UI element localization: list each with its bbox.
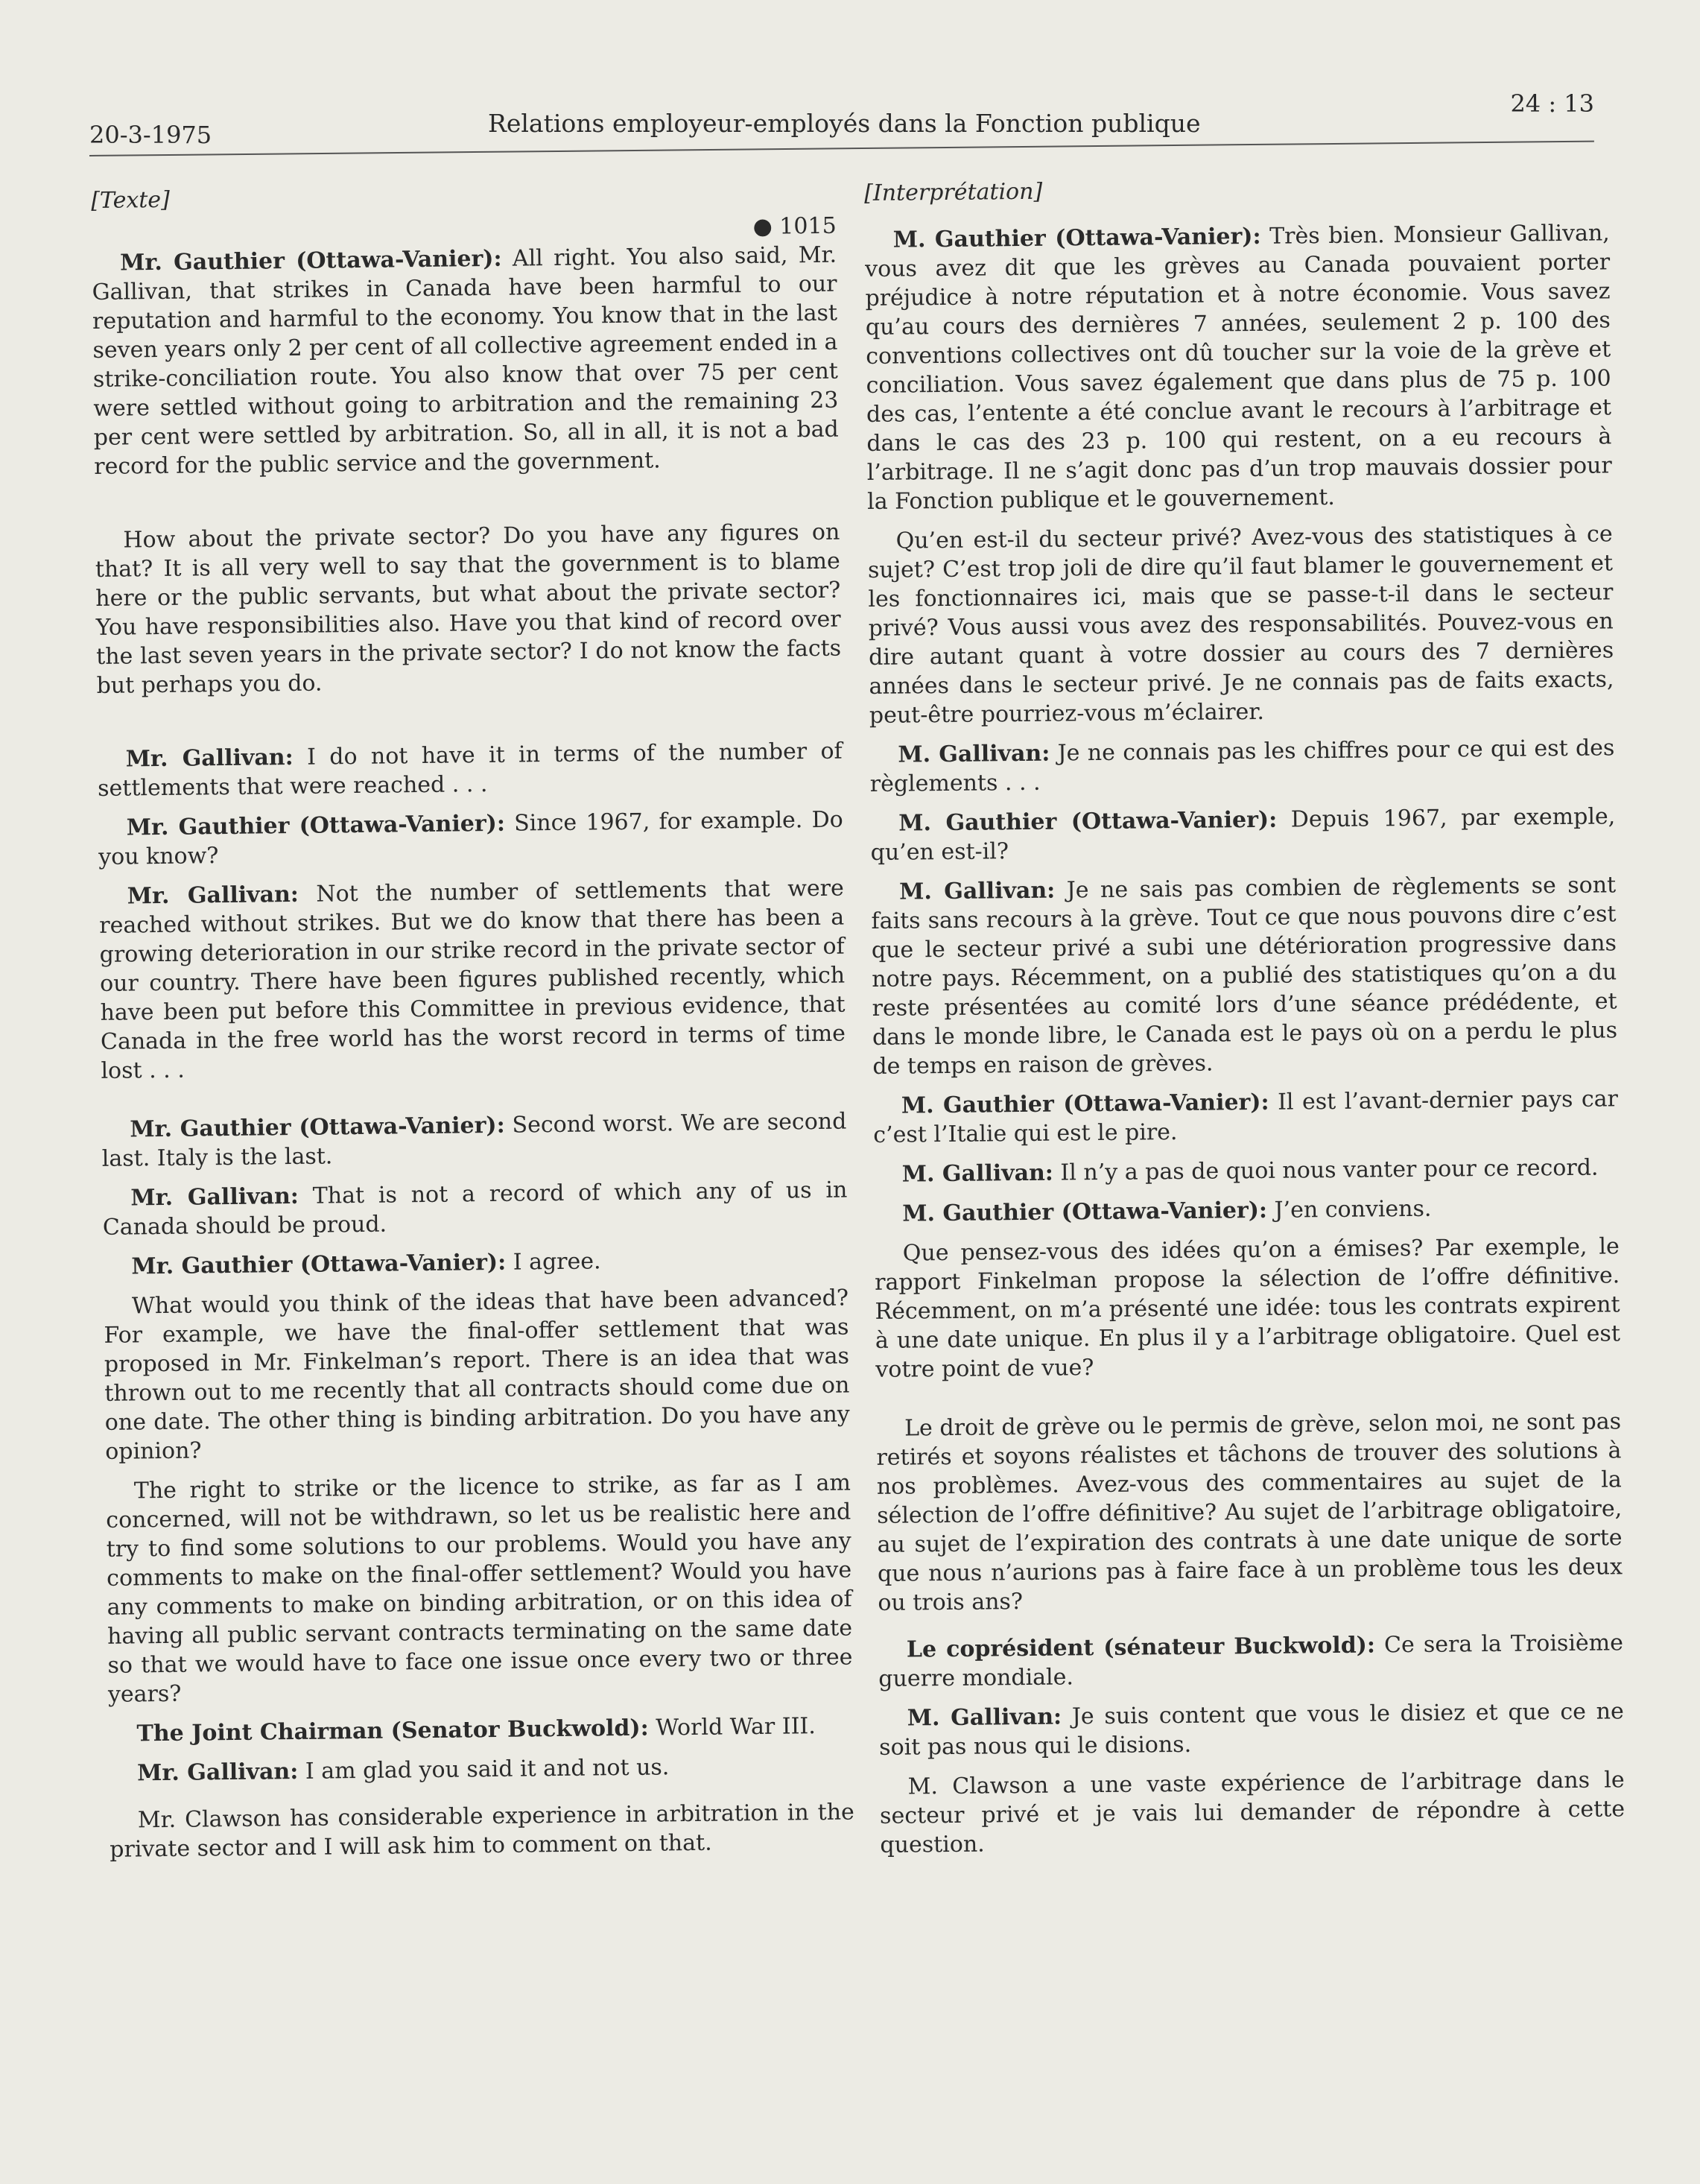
english-column <box>91 178 855 1875</box>
transcript-paragraph <box>103 1244 848 1282</box>
header-title: Relations employeur-employés dans la Fonction publique <box>488 109 1201 138</box>
speaker: M. Gauthier (Ottawa-Vanier): <box>892 223 1261 253</box>
speaker: Mr. Gauthier (Ottawa-Vanier): <box>119 245 502 276</box>
transcript-paragraph <box>874 1153 1619 1189</box>
speech: Since 1967, for example. Do you know? <box>98 806 843 870</box>
speech: Qu’en est-il du secteur privé? Avez-vous des statistiques à ce sujet? C’est trop joli de dire qu’il faut blamer le gouvernement et les fonctionnaires ici, mais que se passe-t-il dans le secteur privé? Vous aussi vous avez des responsabilités. Pouvez-vous en dire autant quant à votre dossier au cours des 7 dernières années dans le secteur privé. Je ne connais pas de faits exacts, peut-être pourriez-vous m’éclairer. <box>867 521 1614 729</box>
speaker: Mr. Gauthier (Ottawa-Vanier): <box>131 1249 507 1280</box>
speech: Très bien. Monsieur Gallivan, vous avez dit que les grèves au Canada pouvaient porter préjudice à notre réputation et à notre économie. Vous savez qu’au cours des dernières 7 années, seulement 2 p. 100 des conventions collectives ont dû toucher sur la voie de la grève et conciliation. Vous savez également que dans plus de 75 p. 100 des cas, l’entente a été conclue avant le recours à l’arbitrage et dans le cas des 23 p. 100 qui restent, on a eu recours à l’arbitrage. Il ne s’agit donc pas d’un trop mauvais dossier pour la Fonction publique et le gouvernement. <box>864 220 1612 515</box>
time-marker: ● 1015 <box>752 212 837 240</box>
transcript-paragraph <box>104 1284 851 1466</box>
speaker: Mr. Gallivan: <box>127 881 299 910</box>
speech: Je suis content que vous le disiez et que ce ne soit pas nous qui le disions. <box>879 1698 1624 1761</box>
speech: World War III. <box>648 1713 816 1741</box>
french-column <box>864 171 1626 1870</box>
speaker: Mr. Gallivan: <box>136 1758 299 1787</box>
transcript-paragraph <box>871 870 1618 1081</box>
speaker: The Joint Chairman (Senator Buckwold): <box>136 1715 649 1747</box>
speech: J’en conviens. <box>1266 1195 1432 1224</box>
section-label-english: [Texte] <box>91 186 170 214</box>
section-label-french: [Interprétation] <box>864 178 1043 206</box>
header-rule <box>89 141 1594 156</box>
transcript-paragraph <box>874 1192 1619 1229</box>
speech: All right. You also said, Mr. Gallivan, that strikes in Canada have been harmful to our reputation and harmful to the economy. You know that in the last seven years only 2 per cent of all collective agreement ended in a strike-conciliation route. You also know that over 75 per cent were settled without going to arbitration and the remaining 23 per cent were settled by arbitration. So, all in all, it is not a bad record for the public service and the government. <box>92 241 839 480</box>
speech: Que pensez-vous des idées qu’on a émises? Par exemple, le rapport Finkelman propose la sélection de l’offre définitive. Récemment, on m’a présenté une idée: tous les contrats expirent à une date unique. En plus il y a l’arbitrage obligatoire. Quel est votre point de vue? <box>875 1233 1621 1383</box>
speech: Je ne sais pas combien de règlements se sont faits sans recours à la grève. Tout ce que nous pouvons dire c’est que le secteur privé a subi une détérioration progressive dans notre pays. Récemment, on a publié des statistiques qu’on a du reste présentées au comité lors d’une séance prédédente, et dans le monde libre, le Canada est le pays où on a perdu le plus de temps en raison de grèves. <box>871 872 1618 1080</box>
transcript-paragraph <box>867 519 1614 730</box>
speech: I do not have it in terms of the number of settlements that were reached . . . <box>97 738 843 802</box>
speaker: M. Gallivan: <box>898 740 1050 768</box>
transcript-paragraph <box>98 805 844 872</box>
transcript-paragraph <box>876 1407 1623 1618</box>
transcript-paragraph <box>99 874 846 1086</box>
transcript-paragraph <box>875 1232 1621 1384</box>
transcript-paragraph <box>878 1628 1624 1694</box>
header-page-number: 24 : 13 <box>1510 89 1594 118</box>
speech: I am glad you said it and not us. <box>298 1754 670 1785</box>
transcript-paragraph <box>108 1712 853 1749</box>
speech: Depuis 1967, par exemple, qu’en est-il? <box>870 803 1616 866</box>
transcript-paragraph <box>98 737 843 803</box>
transcript-paragraph <box>870 802 1616 867</box>
speech: M. Clawson a une vaste expérience de l’arbitrage dans le secteur privé et je vais lui demander de répondre à cette question. <box>879 1767 1626 1858</box>
speaker: M. Gallivan: <box>901 1159 1054 1188</box>
transcript-paragraph <box>880 1765 1626 1860</box>
header-date: 20-3-1975 <box>89 121 212 149</box>
speech: Il n’y a pas de quoi nous vanter pour ce record. <box>1053 1154 1599 1186</box>
speech: I agree. <box>505 1248 601 1276</box>
speaker: Mr. Gauthier (Ottawa-Vanier): <box>126 810 506 841</box>
speech: Ce sera la Troisième guerre mondiale. <box>878 1630 1624 1692</box>
speech: Le droit de grève ou le permis de grève, selon moi, ne sont pas retirés et soyons réalistes et tâchons de trouver des solutions à nos problèmes. Avez-vous des commentaires au sujet de la sélection de l’offre définitive? Au sujet de l’arbitrage obligatoire, au sujet de l’expiration des contrats à une date unique de sorte que nous n’aurions pas à faire face à un problème tous les deux ou trois ans? <box>876 1408 1623 1616</box>
transcript-paragraph <box>865 218 1613 516</box>
transcript-paragraph <box>879 1697 1625 1762</box>
transcript-paragraph <box>95 518 842 700</box>
speech: Mr. Clawson has considerable experience in arbitration in the private sector and I will ask him to comment on that. <box>110 1799 855 1863</box>
speech: How about the private sector? Do you have any figures on that? It is all very well to say that the government is to blame here or the public servants, but what about the private sector? You have responsibilities also. Have you that kind of record over the last seven years in the private sector? I do not know the facts but perhaps you do. <box>95 519 842 699</box>
speaker: Le coprésident (sénateur Buckwold): <box>906 1632 1376 1663</box>
transcript-paragraph <box>92 241 839 481</box>
speech: Je ne connais pas les chiffres pour ce qui est des règlements . . . <box>869 735 1615 797</box>
speaker: Mr. Gallivan: <box>130 1183 299 1212</box>
transcript-paragraph <box>873 1084 1619 1150</box>
speech: The right to strike or the licence to strike, as far as I am concerned, will not be withdrawn, so let us be realistic here and try to find some solutions to our problems. Would you have any comments to make on the final-offer settlement? Would you have any comments to make on binding arbitration, or on this idea of having all public servant contracts terminating on the same date so that we would have to face one issue once every two or three years? <box>106 1469 853 1708</box>
speech: Second worst. We are second last. Italy is the last. <box>101 1108 847 1172</box>
speech: Not the number of settlements that were reached without strikes. But we do know that there has been a growing deterioration in our strike record in the private sector of our country. There have been figures published recently, which have been put before this Committee in previous evidence, that Canada in the free world has the worst record in terms of time lost . . . <box>99 875 846 1084</box>
transcript-paragraph <box>102 1176 848 1242</box>
transcript-paragraph <box>110 1798 855 1864</box>
speaker: Mr. Gallivan: <box>125 744 294 773</box>
transcript-paragraph <box>106 1469 853 1709</box>
speaker: M. Gauthier (Ottawa-Vanier): <box>898 806 1278 837</box>
transcript-paragraph <box>101 1107 847 1174</box>
speaker: M. Gallivan: <box>899 877 1056 905</box>
speaker: M. Gallivan: <box>907 1703 1062 1732</box>
speaker: M. Gauthier (Ottawa-Vanier): <box>901 1089 1269 1119</box>
speech: What would you think of the ideas that have been advanced? For example, we have the final-offer settlement that was proposed in Mr. Finkelman’s report. There is an idea that was thrown out to me recently that all contracts should come due on one date. The other thing is binding arbitration. Do you have any opinion? <box>104 1285 850 1465</box>
speaker: M. Gauthier (Ottawa-Vanier): <box>902 1197 1268 1227</box>
transcript-paragraph <box>869 733 1615 799</box>
speaker: Mr. Gauthier (Ottawa-Vanier): <box>130 1112 505 1143</box>
speech: That is not a record of which any of us in Canada should be proud. <box>102 1177 848 1241</box>
page-header <box>89 82 1594 156</box>
transcript-paragraph <box>109 1751 854 1788</box>
speech: Il est l’avant-dernier pays car c’est l’Italie qui est le pire. <box>873 1086 1619 1148</box>
